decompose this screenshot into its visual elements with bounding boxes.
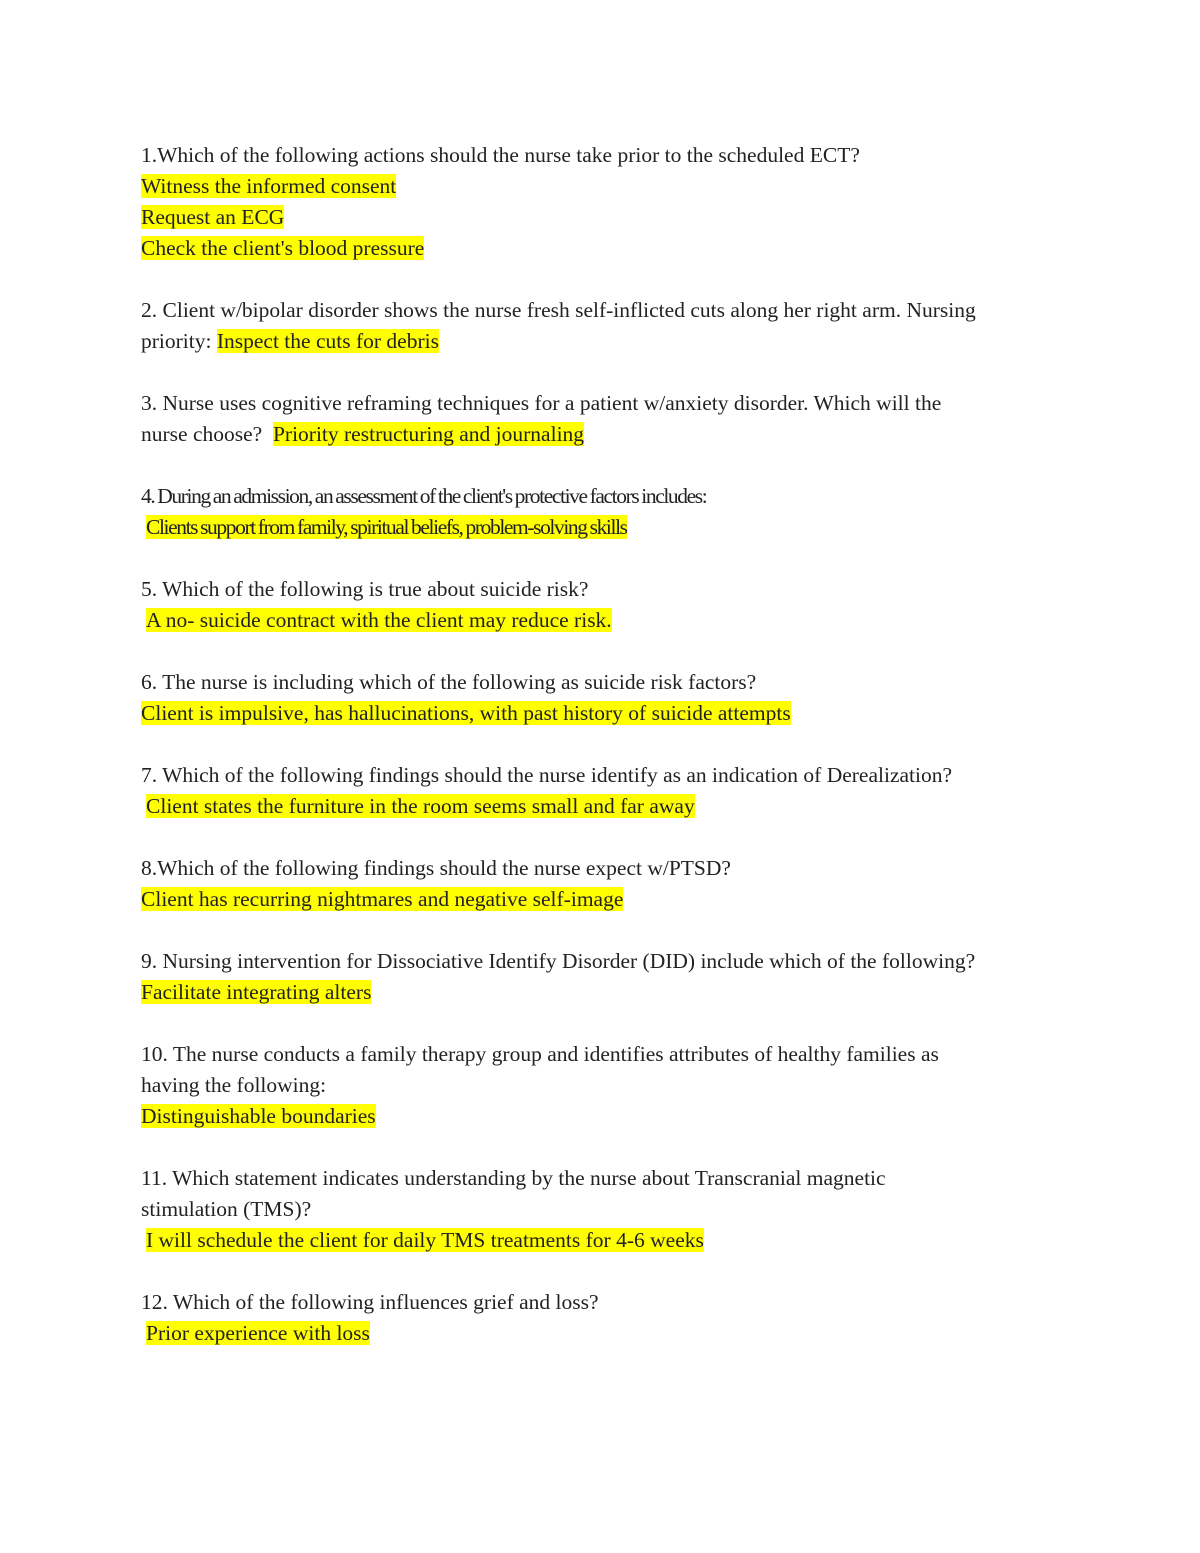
answer-highlight: I will schedule the client for daily TMS treatments for 4-6 weeks bbox=[146, 1228, 704, 1252]
question-text: stimulation (TMS)? bbox=[141, 1197, 312, 1221]
answer-highlight: Check the client's blood pressure bbox=[141, 236, 425, 260]
question-block-7 bbox=[141, 760, 1071, 822]
question-block-2 bbox=[141, 295, 1071, 357]
answer-highlight: A no- suicide contract with the client may reduce risk. bbox=[146, 608, 612, 632]
question-block-4 bbox=[141, 481, 1071, 543]
answer-highlight: Facilitate integrating alters bbox=[141, 980, 372, 1004]
answer-highlight: Prior experience with loss bbox=[146, 1321, 370, 1345]
question-block-9 bbox=[141, 946, 1071, 1008]
answer-highlight: Client is impulsive, has hallucinations, with past history of suicide attempts bbox=[141, 701, 791, 725]
answer-highlight: Clients support from family, spiritual beliefs, problem-solving skills bbox=[146, 515, 627, 539]
answer-highlight: Client states the furniture in the room seems small and far away bbox=[146, 794, 695, 818]
question-text: priority: bbox=[141, 329, 217, 353]
question-block-12 bbox=[141, 1287, 1071, 1349]
question-text: 3. Nurse uses cognitive reframing techniques for a patient w/anxiety disorder. Which will the bbox=[141, 391, 942, 415]
question-text: 7. Which of the following findings should the nurse identify as an indication of Derealization? bbox=[141, 763, 953, 787]
question-block-6 bbox=[141, 667, 1071, 729]
answer-highlight: Inspect the cuts for debris bbox=[216, 329, 439, 353]
question-block-8 bbox=[141, 853, 1071, 915]
question-text: having the following: bbox=[141, 1073, 327, 1097]
question-text: 11. Which statement indicates understanding by the nurse about Transcranial magnetic bbox=[141, 1166, 886, 1190]
question-text: 2. Client w/bipolar disorder shows the nurse fresh self-inflicted cuts along her right arm. Nursing bbox=[141, 298, 976, 322]
question-block-10 bbox=[141, 1039, 1071, 1132]
question-text: 8.Which of the following findings should the nurse expect w/PTSD? bbox=[141, 856, 731, 880]
question-text: 6. The nurse is including which of the following as suicide risk factors? bbox=[141, 670, 757, 694]
answer-highlight: Distinguishable boundaries bbox=[141, 1104, 376, 1128]
document-body bbox=[141, 140, 1071, 1380]
question-text: 1.Which of the following actions should the nurse take prior to the scheduled ECT? bbox=[141, 143, 860, 167]
question-block-11 bbox=[141, 1163, 1071, 1256]
question-text: 9. Nursing intervention for Dissociative Identify Disorder (DID) include which of the following? bbox=[141, 949, 976, 973]
question-text: nurse choose? bbox=[141, 422, 273, 446]
answer-highlight: Request an ECG bbox=[141, 205, 285, 229]
answer-highlight: Client has recurring nightmares and negative self-image bbox=[141, 887, 624, 911]
question-block-5 bbox=[141, 574, 1071, 636]
question-text: 10. The nurse conducts a family therapy group and identifies attributes of healthy families as bbox=[141, 1042, 939, 1066]
question-text: 12. Which of the following influences grief and loss? bbox=[141, 1290, 599, 1314]
answer-highlight: Witness the informed consent bbox=[141, 174, 397, 198]
question-text: 4. During an admission, an assessment of the client's protective factors includes: bbox=[141, 484, 707, 508]
question-block-1 bbox=[141, 140, 1071, 264]
answer-highlight: Priority restructuring and journaling bbox=[272, 422, 585, 446]
question-block-3 bbox=[141, 388, 1071, 450]
question-text: 5. Which of the following is true about suicide risk? bbox=[141, 577, 589, 601]
